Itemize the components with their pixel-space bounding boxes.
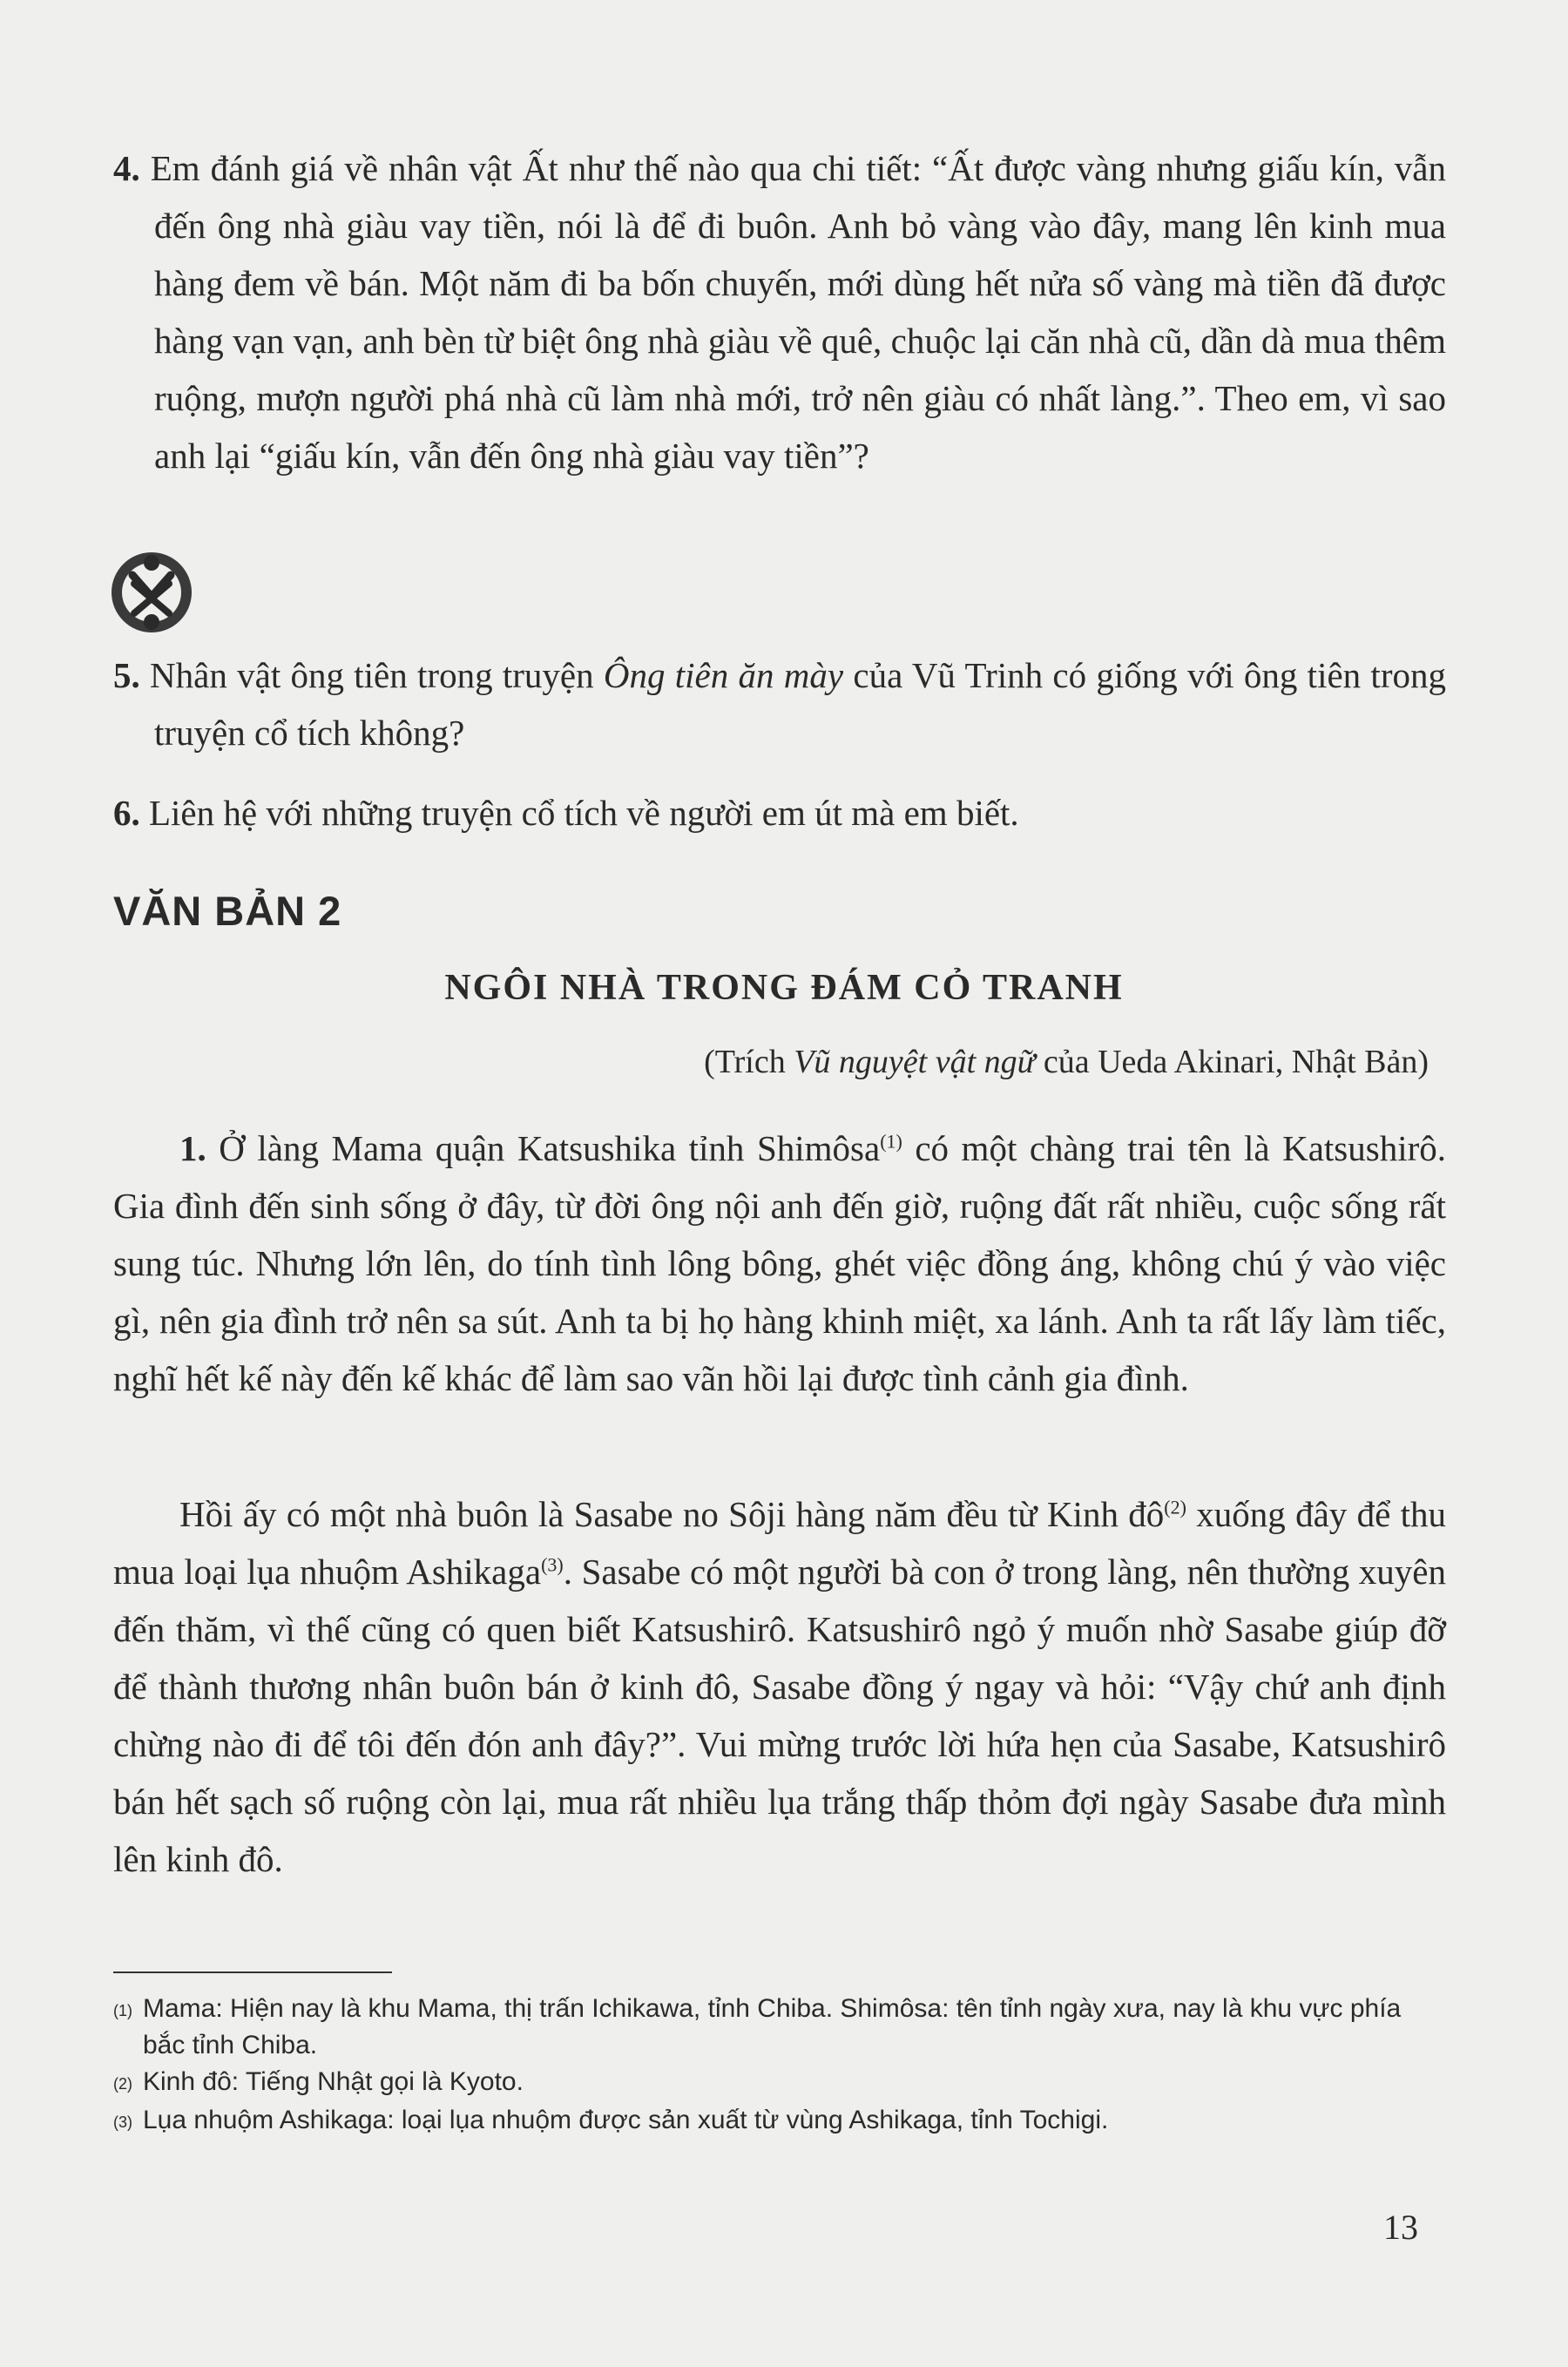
footnote	[113, 2102, 1437, 2140]
footnote-text: Lụa nhuộm Ashikaga: loại lụa nhuộm được sản xuất từ vùng Ashikaga, tỉnh Tochigi.	[143, 2106, 1109, 2134]
extension-activity-icon	[108, 549, 195, 636]
question-5	[113, 646, 1446, 761]
footnote	[113, 1991, 1437, 2064]
question-number: 4.	[113, 148, 140, 188]
paragraph-2: Hồi ấy có một nhà buôn là Sasabe no Sôji hàng năm đều từ Kinh $đô^{(2)}$ xuống đây để thu mua loại lụa nhuộm Ashikaga$^{(3)}$. Sasabe có một người bà con ở trong làng, nên thường xuyên đến thăm, vì thế cũng có quen biết Katsushirô. Katsushirô ngỏ ý muốn nhờ Sasabe giúp đỡ để thành thương nhân buôn bán ở kinh đô, Sasabe đồng ý ngay và hỏi: “Vậy chứ anh định chừng nào đi để tôi đến đón anh đây?”. Vui mừng trước lời hứa hẹn của Sasabe, Katsushirô bán hết sạch số ruộng còn lại, mua rất nhiều lụa trắng thấp thỏm đợi ngày Sasabe đưa mình lên kinh đô.	[113, 1494, 1446, 1879]
footnotes	[113, 1991, 1437, 2140]
footnote-mark: (2)	[113, 2075, 132, 2093]
paragraph-1: 1. Ở làng Mama quận Katsushika tỉnh Shimôsa$^{(1)}$ có một chàng trai tên là Katsushirô. Gia đình đến sinh sống ở đây, từ đời ông nội anh đến giờ, ruộng đất rất nhiều, cuộc sống rất sung túc. Nhưng lớn lên, do tính tình lông bông, ghét việc đồng áng, không chú ý vào việc gì, nên gia đình trở nên sa sút. Anh ta bị họ hàng khinh miệt, xa lánh. Anh ta rất lấy làm tiếc, nghĩ hết kế này đến kế khác để làm sao vãn hồi lại được tình cảnh gia đình.	[113, 1128, 1447, 1398]
footnote-ref-1: (1)	[880, 1130, 902, 1153]
text-title: NGÔI NHÀ TRONG ĐÁM CỎ TRANH	[444, 968, 1124, 1008]
question-text: Em đánh giá về nhân vật Ất như thế nào qua chi tiết: “Ất được vàng nhưng giấu kín, vẫn đến ông nhà giàu vay tiền, nói là để đi buôn. Anh bỏ vàng vào đây, mang lên kinh mua hàng đem về bán. Một năm đi ba bốn chuyến, mới dùng hết nửa số vàng mà tiền đã được hàng vạn vạn, anh bèn từ biệt ông nhà giàu về quê, chuộc lại căn nhà cũ, dần dà mua thêm ruộng, mượn người phá nhà cũ làm nhà mới, trở nên giàu có nhất làng.”. Theo em, vì sao anh lại “giấu kín, vẫn đến ông nhà giàu vay tiền”?	[150, 148, 1446, 476]
question-4	[113, 139, 1446, 484]
text-source: (Trích Vũ nguyệt vật ngữ của Ueda Akinari, Nhật Bản)	[704, 1044, 1429, 1080]
footnote-mark: (1)	[113, 2002, 132, 2019]
question-text: Liên hệ với những truyện cổ tích về người em út mà em biết.	[149, 793, 1019, 833]
paragraph-number: 1.	[179, 1128, 206, 1168]
story-title: Ông tiên ăn mày	[603, 655, 844, 695]
footnote-mark: (3)	[113, 2113, 132, 2131]
question-6	[113, 784, 1446, 842]
footnote	[113, 2064, 1437, 2102]
footnote-divider	[113, 1971, 392, 1973]
footnote-ref-2: (2)	[1164, 1496, 1186, 1518]
footnote-text: Kinh đô: Tiếng Nhật gọi là Kyoto.	[143, 2067, 524, 2096]
footnote-ref-3: (3)	[541, 1553, 564, 1576]
question-text-before: Nhân vật ông tiên trong truyện	[150, 655, 604, 695]
section-heading: VĂN BẢN 2	[113, 888, 342, 934]
question-number: 6.	[113, 793, 140, 833]
question-text-after: của Vũ Trinh có giống với ông tiên trong truyện cổ tích không?	[154, 655, 1446, 753]
page-number: 13	[1383, 2208, 1418, 2247]
question-number: 5.	[113, 655, 140, 695]
footnote-text: Mama: Hiện nay là khu Mama, thị trấn Ichikawa, tỉnh Chiba. Shimôsa: tên tỉnh ngày xưa, nay là khu vực phía bắc tỉnh Chiba.	[143, 1994, 1402, 2059]
source-work-title: Vũ nguyệt vật ngữ	[794, 1044, 1036, 1080]
